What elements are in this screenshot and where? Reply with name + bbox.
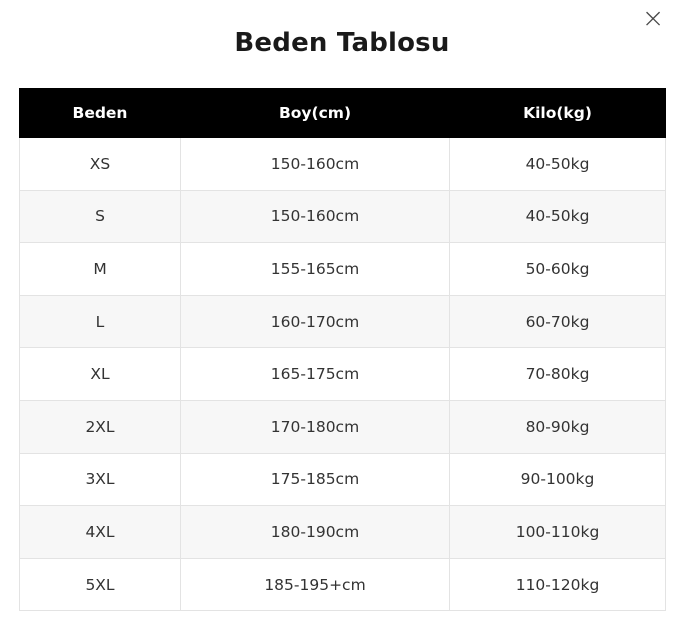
table-row (20, 243, 666, 296)
column-header-height: Boy(cm) (181, 89, 450, 138)
cell-weight: 60-70kg (450, 295, 666, 348)
cell-height: 165-175cm (181, 348, 450, 401)
table-row (20, 295, 666, 348)
cell-size: 5XL (20, 558, 181, 611)
cell-height: 185-195+cm (181, 558, 450, 611)
cell-size: 4XL (20, 506, 181, 559)
cell-height: 175-185cm (181, 453, 450, 506)
cell-size: XL (20, 348, 181, 401)
table-row (20, 400, 666, 453)
table-row (20, 558, 666, 611)
cell-weight: 100-110kg (450, 506, 666, 559)
table-row (20, 190, 666, 243)
cell-height: 155-165cm (181, 243, 450, 296)
table-row (20, 506, 666, 559)
size-table-container (19, 88, 665, 611)
column-header-size: Beden (20, 89, 181, 138)
close-icon[interactable]: × (641, 3, 665, 34)
cell-weight: 40-50kg (450, 138, 666, 191)
table-row (20, 348, 666, 401)
table-header (20, 89, 666, 138)
table-row (20, 138, 666, 191)
table-row (20, 453, 666, 506)
cell-height: 170-180cm (181, 400, 450, 453)
cell-weight: 80-90kg (450, 400, 666, 453)
cell-weight: 90-100kg (450, 453, 666, 506)
column-header-weight: Kilo(kg) (450, 89, 666, 138)
cell-weight: 70-80kg (450, 348, 666, 401)
cell-height: 160-170cm (181, 295, 450, 348)
cell-weight: 110-120kg (450, 558, 666, 611)
table-body (20, 138, 666, 611)
cell-size: 3XL (20, 453, 181, 506)
table-header-row (20, 89, 666, 138)
cell-size: XS (20, 138, 181, 191)
size-table (19, 88, 666, 611)
cell-height: 150-160cm (181, 138, 450, 191)
cell-weight: 40-50kg (450, 190, 666, 243)
cell-size: M (20, 243, 181, 296)
cell-size: L (20, 295, 181, 348)
cell-size: 2XL (20, 400, 181, 453)
page-title: Beden Tablosu (234, 28, 450, 58)
cell-height: 180-190cm (181, 506, 450, 559)
cell-weight: 50-60kg (450, 243, 666, 296)
cell-size: S (20, 190, 181, 243)
cell-height: 150-160cm (181, 190, 450, 243)
